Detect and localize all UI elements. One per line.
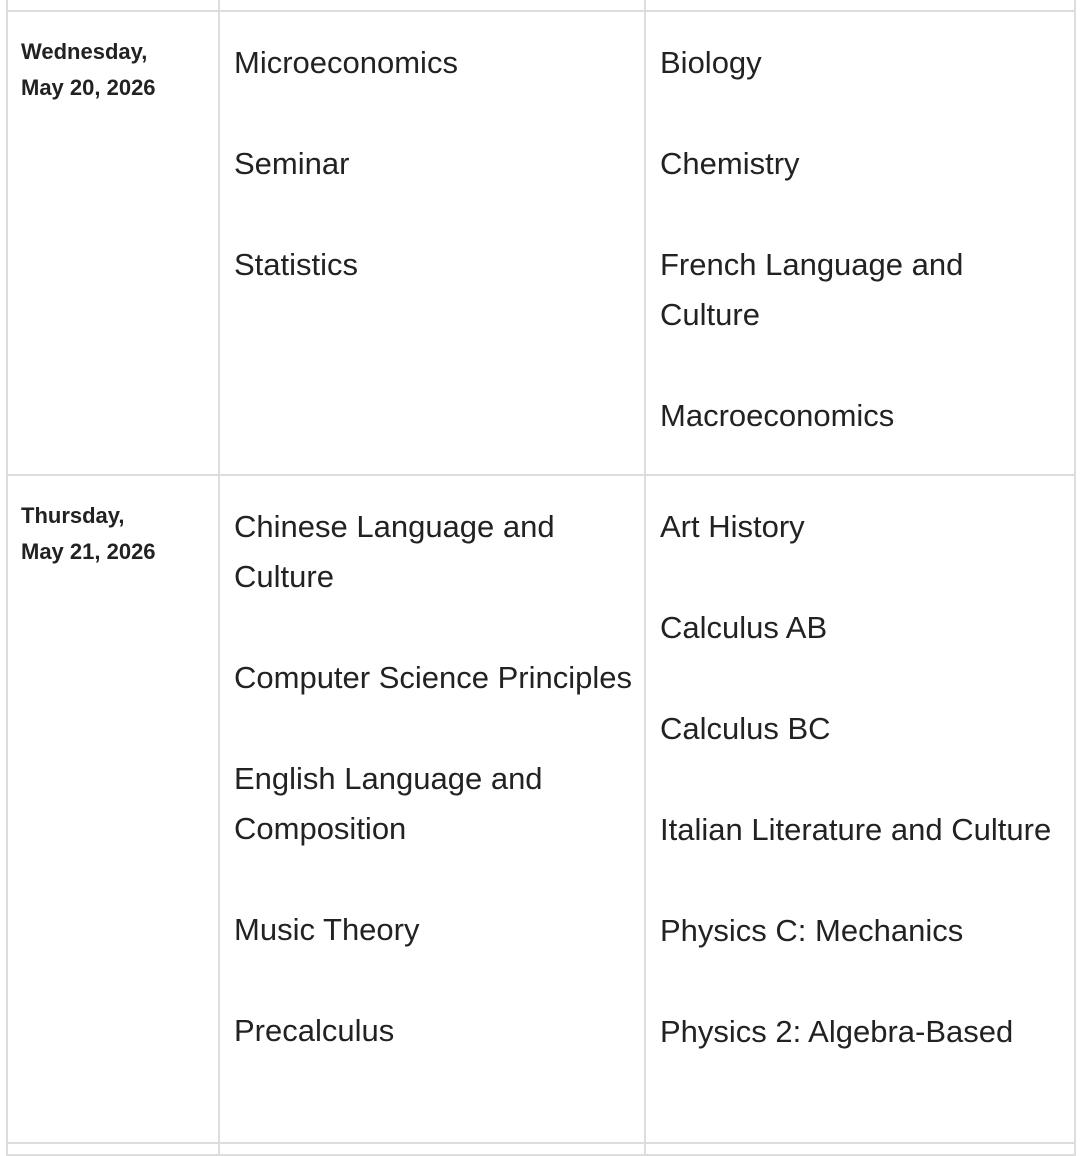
afternoon-exams-cell (645, 11, 1075, 475)
list-item: Biology (660, 45, 762, 80)
date-weekday: Wednesday, (21, 39, 148, 64)
table-row-partial-bottom (7, 1143, 1075, 1155)
table-cell (219, 1143, 645, 1155)
date-value: May 20, 2026 (21, 75, 156, 100)
table-row (7, 475, 1075, 1143)
list-item: Seminar (234, 146, 350, 181)
list-item: English Language and Composition (234, 761, 543, 846)
table-cell (645, 0, 1075, 11)
list-item: Chinese Language and Culture (234, 509, 555, 594)
table-cell (7, 0, 219, 11)
list-item: Precalculus (234, 1013, 395, 1048)
table-cell (7, 1143, 219, 1155)
list-item: Calculus BC (660, 711, 831, 746)
subject-list (220, 12, 644, 290)
date-cell (7, 11, 219, 475)
subject-list (646, 476, 1074, 1057)
date-cell (7, 475, 219, 1143)
list-item: Music Theory (234, 912, 420, 947)
subject-list (646, 12, 1074, 441)
list-item: Art History (660, 509, 805, 544)
table-cell (645, 1143, 1075, 1155)
list-item: Calculus AB (660, 610, 828, 645)
list-item: Macroeconomics (660, 398, 895, 433)
list-item: Computer Science Principles (234, 660, 633, 695)
list-item: Statistics (234, 247, 359, 282)
table-row-partial-top (7, 0, 1075, 11)
list-item: Italian Literature and Culture (660, 812, 1052, 847)
table-cell (219, 0, 645, 11)
date-weekday: Thursday, (21, 503, 125, 528)
list-item: French Language and Culture (660, 247, 964, 332)
list-item: Physics C: Mechanics (660, 913, 964, 948)
table-row (7, 11, 1075, 475)
list-item: Physics 2: Algebra-Based (660, 1014, 1014, 1049)
morning-exams-cell (219, 475, 645, 1143)
list-item: Microeconomics (234, 45, 458, 80)
morning-exams-cell (219, 11, 645, 475)
date-value: May 21, 2026 (21, 539, 156, 564)
subject-list (220, 476, 644, 1056)
afternoon-exams-cell (645, 475, 1075, 1143)
exam-schedule-table (6, 0, 1076, 1156)
list-item: Chemistry (660, 146, 800, 181)
